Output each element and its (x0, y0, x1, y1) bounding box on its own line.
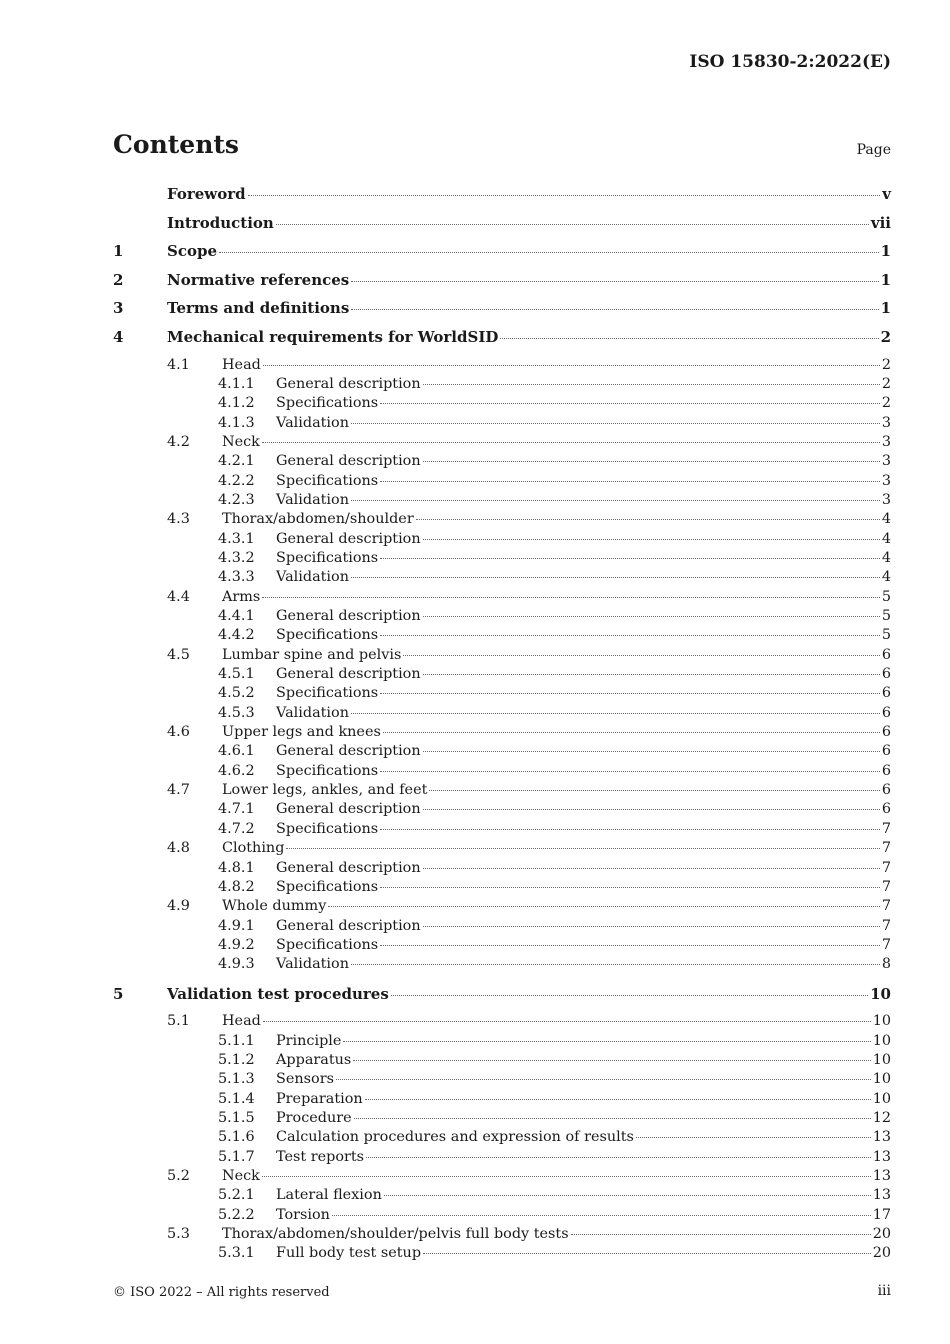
toc-entry-number: 1 (113, 242, 124, 261)
toc-entry-title: Torsion (276, 1206, 330, 1223)
toc-entry-page: 7 (881, 878, 891, 895)
page-column-label: Page (856, 142, 891, 158)
toc-entry-number: 5.2.2 (218, 1206, 255, 1223)
toc-entry-title: Specifications (276, 820, 379, 837)
table-of-contents (113, 185, 891, 1265)
toc-entry-number: 3 (113, 299, 124, 318)
toc-leader-dots (423, 868, 880, 869)
toc-entry-page: 10 (872, 1090, 891, 1107)
toc-entry-number: 4.8.2 (218, 878, 255, 895)
toc-entry-title: Specifications (276, 627, 379, 644)
toc-entry[interactable] (113, 1129, 891, 1148)
toc-entry[interactable] (113, 666, 891, 685)
toc-entry[interactable] (113, 376, 891, 395)
toc-entry-number: 4.2.2 (218, 472, 255, 489)
toc-leader-dots (366, 1157, 871, 1158)
toc-leader-dots (351, 713, 880, 714)
toc-entry-number: 5.1.4 (218, 1090, 255, 1107)
toc-leader-dots (403, 655, 879, 656)
toc-entry-title: General description (276, 530, 421, 547)
toc-entry-number: 4.1 (167, 356, 190, 373)
toc-entry-page: 1 (880, 270, 891, 289)
toc-leader-dots (423, 539, 880, 540)
toc-leader-dots (429, 790, 879, 791)
toc-entry[interactable] (113, 937, 891, 956)
toc-entry-title: Specifications (276, 550, 379, 566)
toc-leader-dots (391, 995, 868, 996)
toc-entry-number: 4.4.1 (218, 608, 255, 625)
toc-entry-number: 4.3.3 (218, 569, 255, 586)
toc-entry-page: v (882, 185, 891, 203)
toc-entry[interactable] (113, 1187, 891, 1206)
toc-leader-dots (423, 751, 880, 752)
toc-leader-dots (380, 829, 880, 830)
toc-entry-title: Validation (276, 704, 349, 721)
toc-leader-dots (383, 732, 880, 733)
toc-entry-page: 20 (872, 1245, 891, 1262)
toc-entry-title: Lumbar spine and pelvis (222, 646, 402, 663)
toc-entry-title: Clothing (222, 840, 285, 857)
toc-entry-title: General description (276, 743, 421, 760)
toc-entry-number: 4.5.2 (218, 685, 255, 702)
toc-entry-page: 12 (872, 1109, 891, 1126)
toc-entry-title: Head (222, 1013, 261, 1030)
toc-entry-page: 4 (881, 569, 891, 586)
toc-entry[interactable] (113, 1052, 891, 1071)
toc-entry-page: 4 (881, 550, 891, 566)
toc-entry-number: 4.1.3 (218, 414, 255, 431)
toc-entry-title: Procedure (276, 1109, 352, 1126)
toc-entry-title: Foreword (167, 185, 246, 203)
toc-entry[interactable] (113, 743, 891, 762)
toc-entry-title: General description (276, 859, 421, 876)
toc-leader-dots (416, 519, 880, 520)
toc-entry-title: Specifications (276, 936, 379, 953)
toc-entry-title: General description (276, 453, 421, 470)
toc-leader-dots (353, 1060, 870, 1061)
toc-entry[interactable] (113, 473, 891, 492)
toc-entry[interactable] (113, 879, 891, 898)
toc-entry-page: 13 (872, 1167, 891, 1184)
toc-leader-dots (423, 461, 880, 462)
toc-leader-dots (351, 500, 880, 501)
toc-entry[interactable] (113, 531, 891, 550)
toc-leader-dots (423, 384, 880, 385)
toc-entry-page: 13 (872, 1148, 891, 1165)
toc-entry-number: 4.1.1 (218, 375, 255, 392)
toc-leader-dots (380, 771, 880, 772)
toc-entry-title: General description (276, 917, 421, 934)
toc-entry-page: 5 (881, 627, 891, 644)
toc-entry-page: 5 (881, 588, 891, 605)
toc-entry-number: 4.3 (167, 511, 190, 528)
toc-entry[interactable] (113, 589, 891, 608)
toc-entry[interactable] (113, 434, 891, 453)
toc-entry-title: Thorax/abdomen/shoulder/pelvis full body tests (222, 1225, 569, 1242)
toc-leader-dots (636, 1137, 871, 1138)
toc-entry[interactable] (113, 860, 891, 879)
toc-leader-dots (365, 1099, 871, 1100)
toc-entry-number: 4.5.1 (218, 666, 255, 683)
toc-entry-title: Calculation procedures and expression of results (276, 1129, 634, 1146)
document-id: ISO 15830-2:2022(E) (689, 52, 891, 72)
toc-entry-number: 5 (113, 984, 124, 1003)
toc-entry-number: 5.3.1 (218, 1245, 255, 1262)
toc-entry[interactable] (113, 1207, 891, 1226)
toc-entry[interactable] (113, 328, 891, 357)
toc-leader-dots (423, 1253, 871, 1254)
toc-entry[interactable] (113, 415, 891, 434)
toc-entry-title: Whole dummy (222, 898, 327, 915)
toc-entry-title: Normative references (167, 270, 350, 289)
toc-leader-dots (262, 1176, 871, 1177)
toc-leader-dots (423, 616, 880, 617)
toc-entry-page: 7 (881, 820, 891, 837)
toc-leader-dots (336, 1079, 871, 1080)
footer-page-number: iii (877, 1283, 891, 1299)
toc-entry-page: 7 (881, 898, 891, 915)
toc-entry[interactable] (113, 214, 891, 243)
toc-entry[interactable] (113, 801, 891, 820)
toc-entry-title: Preparation (276, 1090, 363, 1107)
toc-entry-page: 1 (880, 242, 891, 261)
toc-leader-dots (263, 365, 880, 366)
toc-entry[interactable] (113, 705, 891, 724)
toc-entry[interactable] (113, 242, 891, 271)
toc-entry-title: Specifications (276, 472, 379, 489)
toc-entry-page: 10 (872, 1071, 891, 1088)
toc-leader-dots (380, 693, 880, 694)
toc-entry-page: 10 (870, 984, 891, 1003)
toc-leader-dots (384, 1195, 871, 1196)
toc-entry-number: 4.9.3 (218, 956, 255, 973)
toc-entry-page: 5 (881, 608, 891, 625)
toc-entry-page: 6 (881, 801, 891, 818)
toc-entry-page: 3 (881, 491, 891, 508)
toc-entry-title: Neck (222, 433, 260, 450)
toc-leader-dots (286, 848, 879, 849)
toc-leader-dots (262, 442, 880, 443)
toc-leader-dots (332, 1215, 871, 1216)
toc-entry[interactable] (113, 782, 891, 801)
toc-entry-title: Principle (276, 1032, 342, 1049)
toc-entry[interactable] (113, 1168, 891, 1187)
toc-entry[interactable] (113, 185, 891, 214)
toc-entry-page: 10 (872, 1013, 891, 1030)
toc-entry[interactable] (113, 511, 891, 530)
toc-entry-title: Sensors (276, 1071, 334, 1088)
toc-entry-page: 3 (881, 453, 891, 470)
toc-entry-page: 17 (872, 1206, 891, 1223)
toc-entry-title: General description (276, 608, 421, 625)
toc-entry[interactable] (113, 985, 891, 1014)
toc-entry-title: Neck (222, 1167, 260, 1184)
toc-entry[interactable] (113, 627, 891, 646)
toc-entry-title: General description (276, 375, 421, 392)
toc-entry-title: Full body test setup (276, 1245, 422, 1262)
toc-entry-title: Validation (276, 491, 349, 508)
toc-entry-page: 7 (881, 917, 891, 934)
toc-entry-number: 5.1 (167, 1013, 190, 1030)
toc-entry[interactable] (113, 1226, 891, 1245)
toc-entry-page: 7 (881, 859, 891, 876)
toc-entry[interactable] (113, 918, 891, 937)
toc-leader-dots (380, 887, 880, 888)
toc-leader-dots (423, 926, 880, 927)
toc-entry-page: 1 (880, 299, 891, 318)
toc-entry-title: Upper legs and knees (222, 724, 381, 741)
toc-entry-title: Lower legs, ankles, and feet (222, 782, 428, 799)
toc-leader-dots (351, 423, 880, 424)
toc-entry[interactable] (113, 956, 891, 975)
toc-entry-page: 10 (872, 1032, 891, 1049)
toc-leader-dots (500, 338, 878, 339)
toc-entry-title: Validation (276, 569, 349, 586)
toc-entry[interactable] (113, 492, 891, 511)
toc-entry-title: Specifications (276, 685, 379, 702)
toc-entry[interactable] (113, 1013, 891, 1032)
toc-entry-page: 3 (881, 414, 891, 431)
toc-entry-number: 5.1.1 (218, 1032, 255, 1049)
toc-entry-number: 4.4 (167, 588, 190, 605)
toc-entry-number: 5.1.3 (218, 1071, 255, 1088)
toc-entry-page: 4 (881, 530, 891, 547)
toc-entry[interactable] (113, 647, 891, 666)
toc-entry-number: 2 (113, 270, 124, 289)
toc-entry-page: 3 (881, 433, 891, 450)
toc-entry-number: 4 (113, 327, 124, 346)
toc-leader-dots (380, 945, 880, 946)
toc-entry[interactable] (113, 898, 891, 917)
toc-entry-title: General description (276, 801, 421, 818)
toc-leader-dots (263, 1021, 871, 1022)
toc-entry[interactable] (113, 569, 891, 588)
toc-entry[interactable] (113, 608, 891, 627)
toc-entry-page: 2 (880, 327, 891, 346)
toc-entry[interactable] (113, 395, 891, 414)
toc-entry[interactable] (113, 1033, 891, 1052)
toc-entry-page: 2 (881, 356, 891, 373)
toc-entry-page: 8 (881, 956, 891, 973)
toc-entry[interactable] (113, 1110, 891, 1129)
toc-entry-number: 5.1.2 (218, 1051, 255, 1068)
toc-entry[interactable] (113, 821, 891, 840)
toc-entry-page: 4 (881, 511, 891, 528)
page-title: Contents (113, 130, 240, 159)
toc-entry[interactable] (113, 840, 891, 859)
toc-entry-number: 4.7.1 (218, 801, 255, 818)
toc-entry-title: Specifications (276, 395, 379, 412)
toc-entry-number: 4.5.3 (218, 704, 255, 721)
toc-entry-number: 4.4.2 (218, 627, 255, 644)
toc-entry-page: 2 (881, 375, 891, 392)
toc-leader-dots (351, 964, 880, 965)
toc-entry-title: Arms (222, 588, 261, 605)
toc-entry[interactable] (113, 357, 891, 376)
toc-entry-page: 13 (872, 1129, 891, 1146)
toc-entry-page: 6 (881, 704, 891, 721)
toc-entry-page: 6 (881, 782, 891, 799)
toc-entry-page: 20 (872, 1225, 891, 1242)
toc-entry-page: 6 (881, 762, 891, 779)
toc-entry-page: 3 (881, 472, 891, 489)
toc-entry-number: 4.2 (167, 433, 190, 450)
toc-entry[interactable] (113, 724, 891, 743)
toc-entry-page: 6 (881, 743, 891, 760)
toc-leader-dots (380, 403, 880, 404)
toc-leader-dots (328, 906, 880, 907)
toc-entry-title: Validation (276, 414, 349, 431)
toc-entry-number: 4.8 (167, 840, 190, 857)
toc-entry-number: 4.2.1 (218, 453, 255, 470)
toc-entry-page: 6 (881, 666, 891, 683)
toc-entry-page: 6 (881, 685, 891, 702)
toc-entry[interactable] (113, 550, 891, 569)
toc-entry-page: 6 (881, 646, 891, 663)
toc-leader-dots (351, 281, 878, 282)
toc-leader-dots (351, 577, 880, 578)
toc-entry-number: 4.9.1 (218, 917, 255, 934)
toc-entry-title: Thorax/abdomen/shoulder (222, 511, 414, 528)
toc-leader-dots (380, 481, 880, 482)
toc-entry-number: 4.5 (167, 646, 190, 663)
toc-leader-dots (343, 1041, 870, 1042)
toc-entry-title: Specifications (276, 762, 379, 779)
toc-entry-number: 4.1.2 (218, 395, 255, 412)
toc-entry[interactable] (113, 1245, 891, 1264)
toc-entry-page: 7 (881, 936, 891, 953)
toc-entry-number: 5.1.6 (218, 1129, 255, 1146)
toc-entry-title: Head (222, 356, 261, 373)
footer-copyright: © ISO 2022 – All rights reserved (113, 1285, 330, 1300)
toc-entry-page: 2 (881, 395, 891, 412)
toc-leader-dots (262, 597, 880, 598)
toc-entry-number: 4.6 (167, 724, 190, 741)
toc-leader-dots (423, 674, 880, 675)
toc-entry-number: 5.3 (167, 1225, 190, 1242)
toc-leader-dots (276, 224, 869, 225)
toc-leader-dots (571, 1234, 871, 1235)
toc-entry-page: 13 (872, 1187, 891, 1204)
toc-entry-number: 4.9.2 (218, 936, 255, 953)
toc-entry-title: Apparatus (276, 1051, 352, 1068)
toc-entry-title: General description (276, 666, 421, 683)
toc-leader-dots (380, 635, 880, 636)
toc-entry-title: Validation (276, 956, 349, 973)
toc-entry-title: Terms and definitions (167, 299, 350, 318)
toc-leader-dots (380, 558, 880, 559)
toc-entry[interactable] (113, 299, 891, 328)
toc-entry-number: 5.2.1 (218, 1187, 255, 1204)
toc-entry-number: 4.3.1 (218, 530, 255, 547)
toc-entry[interactable] (113, 271, 891, 300)
toc-entry-page: 7 (881, 840, 891, 857)
toc-entry-title: Specifications (276, 878, 379, 895)
toc-entry-title: Lateral flexion (276, 1187, 382, 1204)
toc-entry[interactable] (113, 1071, 891, 1090)
toc-entry-number: 4.3.2 (218, 550, 255, 566)
toc-leader-dots (423, 809, 880, 810)
toc-entry-title: Introduction (167, 213, 274, 232)
toc-entry-page: vii (870, 213, 891, 232)
toc-entry[interactable] (113, 1091, 891, 1110)
toc-entry[interactable] (113, 1149, 891, 1168)
toc-entry[interactable] (113, 453, 891, 472)
toc-leader-dots (354, 1118, 871, 1119)
toc-entry-number: 4.7.2 (218, 820, 255, 837)
toc-entry-number: 5.1.5 (218, 1109, 255, 1126)
toc-entry-number: 4.6.1 (218, 743, 255, 760)
toc-entry-number: 4.2.3 (218, 491, 255, 508)
toc-entry-title: Test reports (276, 1148, 365, 1165)
toc-entry-page: 6 (881, 724, 891, 741)
toc-entry-title: Mechanical requirements for WorldSID (167, 327, 499, 346)
toc-entry-title: Validation test procedures (167, 984, 389, 1003)
toc-entry[interactable] (113, 763, 891, 782)
toc-leader-dots (248, 195, 881, 196)
toc-leader-dots (219, 252, 879, 253)
toc-entry-number: 5.1.7 (218, 1148, 255, 1165)
toc-entry-page: 10 (872, 1051, 891, 1068)
toc-entry-number: 4.7 (167, 782, 190, 799)
toc-entry[interactable] (113, 685, 891, 704)
toc-entry-number: 5.2 (167, 1167, 190, 1184)
toc-entry-number: 4.6.2 (218, 762, 255, 779)
toc-entry-number: 4.8.1 (218, 859, 255, 876)
toc-entry-title: Scope (167, 242, 218, 261)
toc-leader-dots (351, 309, 878, 310)
toc-entry-number: 4.9 (167, 898, 190, 915)
